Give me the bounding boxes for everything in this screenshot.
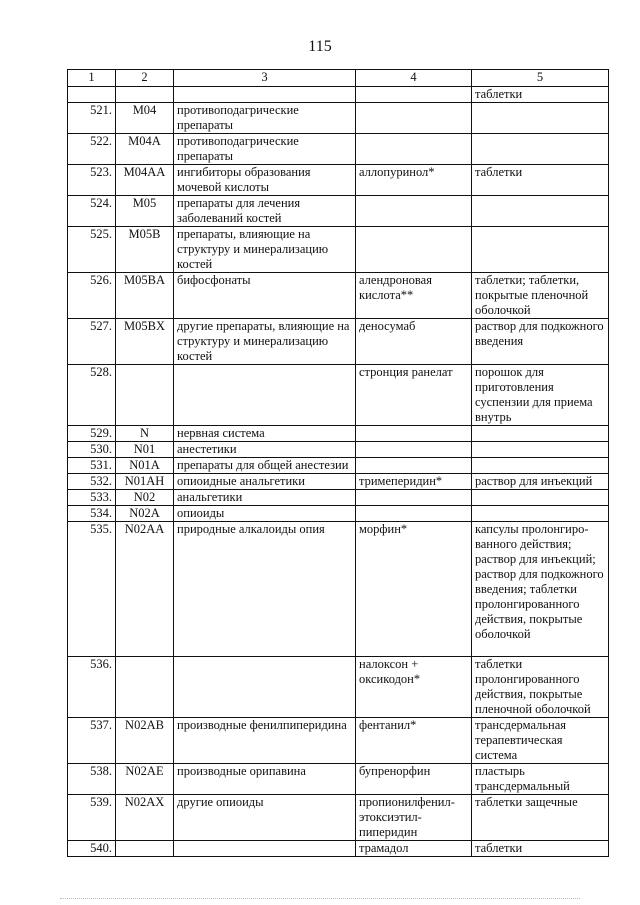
cell-num: 534. — [68, 506, 116, 522]
cell-name: нервная система — [174, 426, 356, 442]
cell-code: M04AA — [116, 165, 174, 196]
cell-name — [174, 841, 356, 857]
cell-code: N01AH — [116, 474, 174, 490]
cell-name: другие препараты, влияющие на структуру и минерализацию костей — [174, 319, 356, 365]
table-row — [68, 490, 609, 506]
cell-name — [174, 365, 356, 426]
cell-num: 527. — [68, 319, 116, 365]
table-row — [68, 718, 609, 764]
table-row — [68, 426, 609, 442]
cell-code: N02AA — [116, 522, 174, 657]
cell-form: пластырь трансдермальный — [472, 764, 609, 795]
cell-name: анальгетики — [174, 490, 356, 506]
cell-drug — [356, 196, 472, 227]
cell-code: N02AE — [116, 764, 174, 795]
table-row — [68, 227, 609, 273]
cell-drug — [356, 490, 472, 506]
header-col-2: 2 — [116, 70, 174, 87]
cell-name — [174, 657, 356, 718]
cell-drug: фентанил* — [356, 718, 472, 764]
page-number: 115 — [308, 38, 332, 55]
cell-form — [472, 134, 609, 165]
cell-code: N02AB — [116, 718, 174, 764]
table-row — [68, 506, 609, 522]
cell-form: таблетки; таблетки, покрытые пленочной оболочкой — [472, 273, 609, 319]
cell-drug: алендроновая кислота** — [356, 273, 472, 319]
cell-num: 530. — [68, 442, 116, 458]
cell-num: 539. — [68, 795, 116, 841]
cell-name: ингибиторы образования мочевой кислоты — [174, 165, 356, 196]
cell-drug: деносумаб — [356, 319, 472, 365]
cell-code — [116, 365, 174, 426]
header-col-4: 4 — [356, 70, 472, 87]
cell-num: 522. — [68, 134, 116, 165]
cell-form: таблетки — [472, 87, 609, 103]
cell-num: 523. — [68, 165, 116, 196]
cell-code: M04A — [116, 134, 174, 165]
cell-drug: аллопуринол* — [356, 165, 472, 196]
cell-num: 531. — [68, 458, 116, 474]
header-col-1: 1 — [68, 70, 116, 87]
cell-form: раствор для инъекций — [472, 474, 609, 490]
cell-drug: бупренорфин — [356, 764, 472, 795]
cell-code — [116, 87, 174, 103]
cell-code: N01 — [116, 442, 174, 458]
cell-drug — [356, 506, 472, 522]
cell-name: препараты, влияющие на структуру и минерализацию костей — [174, 227, 356, 273]
table-row — [68, 657, 609, 718]
cell-code: N01A — [116, 458, 174, 474]
cell-name: препараты для лечения заболеваний костей — [174, 196, 356, 227]
cell-num: 537. — [68, 718, 116, 764]
continuation-row — [68, 87, 609, 103]
medicines-table — [67, 69, 609, 857]
cell-code: N02AX — [116, 795, 174, 841]
table-row — [68, 841, 609, 857]
table-row — [68, 273, 609, 319]
table-row — [68, 795, 609, 841]
cell-num: 536. — [68, 657, 116, 718]
cell-code — [116, 841, 174, 857]
cell-code: M05BA — [116, 273, 174, 319]
cell-name: производные фенилпиперидина — [174, 718, 356, 764]
cell-num: 535. — [68, 522, 116, 657]
cell-name: другие опиоиды — [174, 795, 356, 841]
cell-num: 525. — [68, 227, 116, 273]
table-row — [68, 442, 609, 458]
cell-form: таблетки защечные — [472, 795, 609, 841]
table-row — [68, 474, 609, 490]
cell-drug — [356, 227, 472, 273]
cell-code: M05B — [116, 227, 174, 273]
cell-drug: стронция ранелат — [356, 365, 472, 426]
cell-name: природные алкалоиды опия — [174, 522, 356, 657]
cell-num: 529. — [68, 426, 116, 442]
cell-drug — [356, 134, 472, 165]
page-edge-line — [60, 898, 580, 899]
cell-num: 521. — [68, 103, 116, 134]
header-col-3: 3 — [174, 70, 356, 87]
table-row — [68, 365, 609, 426]
cell-name: бифосфонаты — [174, 273, 356, 319]
cell-form — [472, 442, 609, 458]
cell-name: производные орипавина — [174, 764, 356, 795]
cell-drug: тримеперидин* — [356, 474, 472, 490]
cell-code: M04 — [116, 103, 174, 134]
cell-form: таблетки — [472, 165, 609, 196]
cell-form — [472, 490, 609, 506]
cell-name: опиоидные анальгетики — [174, 474, 356, 490]
cell-name: анестетики — [174, 442, 356, 458]
cell-num: 532. — [68, 474, 116, 490]
table-row — [68, 196, 609, 227]
cell-form — [472, 103, 609, 134]
cell-form — [472, 196, 609, 227]
cell-form: порошок для приготовления суспензии для приема внутрь — [472, 365, 609, 426]
cell-num: 526. — [68, 273, 116, 319]
cell-num: 524. — [68, 196, 116, 227]
cell-form: капсулы пролонгиро-ванного действия; раствор для инъекций; раствор для подкожного введения; таблетки пролонгированного действия, покрытые оболочкой — [472, 522, 609, 657]
table-row — [68, 165, 609, 196]
cell-name: противоподагрические препараты — [174, 103, 356, 134]
cell-drug: трамадол — [356, 841, 472, 857]
cell-form: раствор для подкожного введения — [472, 319, 609, 365]
table-row — [68, 319, 609, 365]
cell-drug — [356, 442, 472, 458]
cell-drug: пропионилфенил-этоксиэтил-пиперидин — [356, 795, 472, 841]
table-row — [68, 458, 609, 474]
cell-name: опиоиды — [174, 506, 356, 522]
cell-num: 538. — [68, 764, 116, 795]
cell-code — [116, 657, 174, 718]
cell-drug: налоксон + оксикодон* — [356, 657, 472, 718]
cell-drug — [356, 103, 472, 134]
cell-num: 533. — [68, 490, 116, 506]
cell-num — [68, 87, 116, 103]
cell-form — [472, 227, 609, 273]
cell-drug — [356, 87, 472, 103]
cell-drug: морфин* — [356, 522, 472, 657]
table-row — [68, 103, 609, 134]
cell-form: таблетки — [472, 841, 609, 857]
cell-name: противоподагрические препараты — [174, 134, 356, 165]
cell-num: 528. — [68, 365, 116, 426]
cell-form — [472, 426, 609, 442]
header-row — [68, 70, 609, 87]
cell-form — [472, 458, 609, 474]
cell-code: M05BX — [116, 319, 174, 365]
table-row — [68, 764, 609, 795]
cell-code: M05 — [116, 196, 174, 227]
cell-code: N — [116, 426, 174, 442]
cell-drug — [356, 458, 472, 474]
cell-form — [472, 506, 609, 522]
cell-form: трансдермальная терапевтическая система — [472, 718, 609, 764]
cell-num: 540. — [68, 841, 116, 857]
header-col-5: 5 — [472, 70, 609, 87]
cell-form: таблетки пролонгированного действия, покрытые пленочной оболочкой — [472, 657, 609, 718]
cell-name — [174, 87, 356, 103]
cell-code: N02A — [116, 506, 174, 522]
cell-drug — [356, 426, 472, 442]
cell-name: препараты для общей анестезии — [174, 458, 356, 474]
table-row — [68, 522, 609, 657]
table-row — [68, 134, 609, 165]
cell-code: N02 — [116, 490, 174, 506]
